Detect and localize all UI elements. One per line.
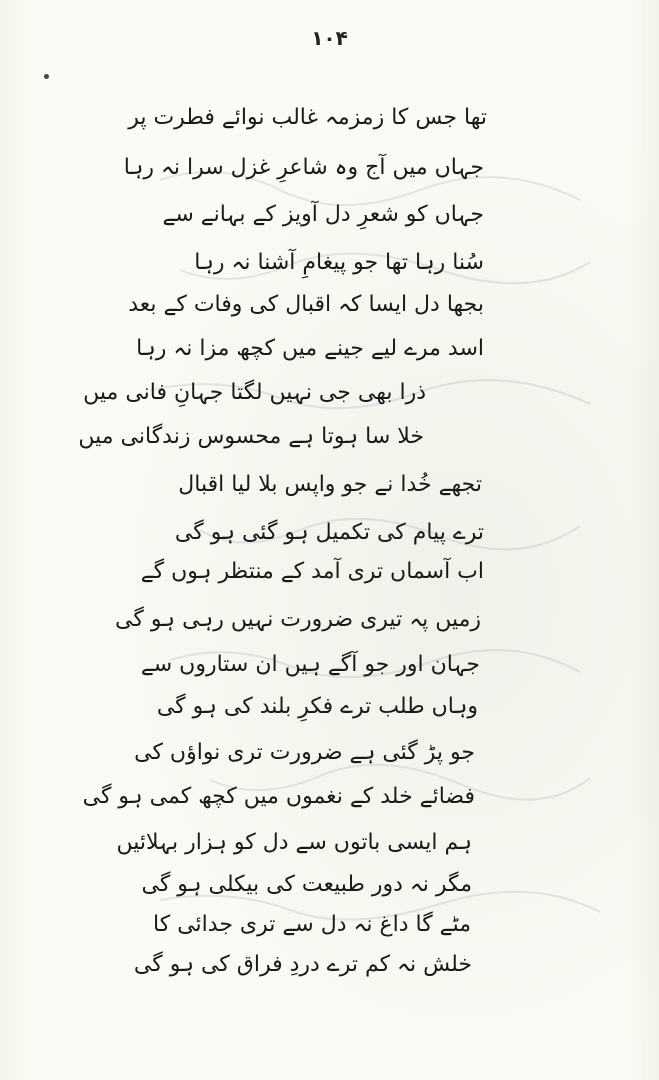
verse-line: سُنا رہا تھا جو پیغامِ آشنا نہ رہا [194, 250, 484, 275]
verse-line: جو پڑ گئی ہے ضرورت تری نواؤں کی [134, 740, 475, 765]
verse-line: فضائے خلد کے نغموں میں کچھ کمی ہو گی [82, 784, 475, 809]
ink-dot [44, 74, 49, 79]
verse-line: مٹے گا داغ نہ دل سے تری جدائی کا [153, 912, 471, 937]
verse-line: مگر نہ دور طبیعت کی بیکلی ہو گی [141, 872, 472, 897]
verse-line: جہان اور جو آگے ہیں ان ستاروں سے [140, 652, 480, 677]
verse-line: تھا جس کا زمزمہ غالب نوائے فطرت پر [128, 105, 487, 130]
verse-line: وہاں طلب ترے فکرِ بلند کی ہو گی [156, 694, 478, 719]
verse-line: جہاں کو شعرِ دل آویز کے بہانے سے [162, 202, 484, 227]
verse-line: ہم ایسی باتوں سے دل کو ہزار بہلائیں [116, 830, 472, 855]
verse-line: ذرا بھی جی نہیں لگتا جہانِ فانی میں [83, 380, 426, 405]
verse-line: زمیں پہ تیری ضرورت نہیں رہی ہو گی [115, 607, 481, 632]
verse-line: اب آسماں تری آمد کے منتظر ہوں گے [140, 559, 484, 584]
verse-line: اسد مرے لیے جینے میں کچھ مزا نہ رہا [136, 336, 484, 361]
verse-line: تجھے خُدا نے جو واپس بلا لیا اقبال [178, 472, 482, 497]
verse-line: بجھا دل ایسا کہ اقبال کی وفات کے بعد [128, 292, 484, 317]
verse-line: جہاں میں آج وہ شاعرِ غزل سرا نہ رہا [123, 155, 484, 180]
page-number: ۱۰۴ [311, 26, 348, 50]
verse-line: خلا سا ہوتا ہے محسوس زندگانی میں [78, 424, 424, 449]
verse-line: خلش نہ کم ترے دردِ فراق کی ہو گی [133, 952, 472, 977]
verse-line: ترے پیام کی تکمیل ہو گئی ہو گی [174, 520, 484, 545]
